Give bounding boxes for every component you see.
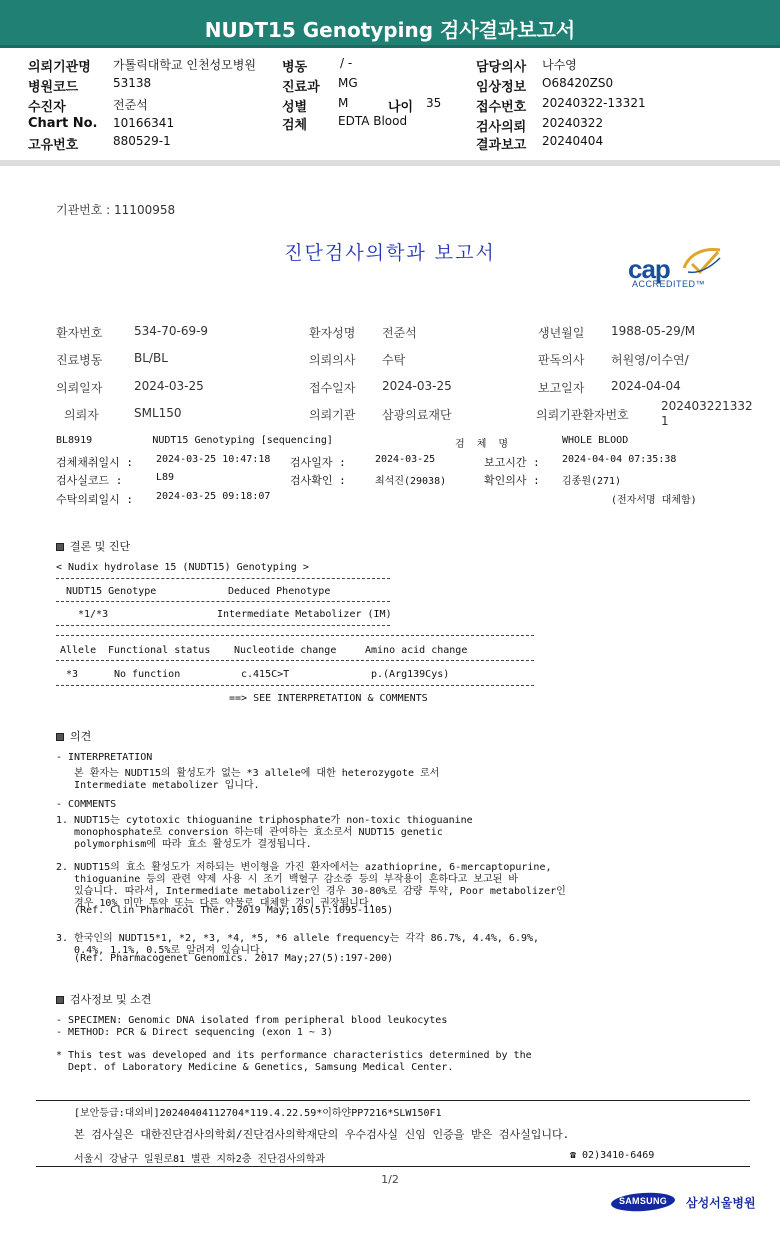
recdate-label: 접수일자 (309, 381, 356, 395)
specimen-value: EDTA Blood (338, 114, 408, 128)
method-line: - METHOD: PCR & Direct sequencing (exon 1 ~ 3) (56, 1026, 333, 1038)
clinical-value: O68420ZS0 (542, 76, 614, 90)
requester-label: 의뢰자 (64, 408, 99, 422)
section-conclusion-title: 결론 및 진단 (70, 540, 131, 553)
opinion-line: 있습니다. 따라서, Intermediate metabolizer인 경우 30-80%로 감량 투약, Poor metabolizer인 (56, 885, 566, 897)
patname-label: 환자성명 (309, 326, 356, 340)
page-number: 1/2 (381, 1173, 399, 1186)
section-conclusion (56, 538, 130, 554)
reptime-value: 2024-04-04 07:35:38 (562, 454, 677, 465)
opinion-line: Intermediate metabolizer 입니다. (56, 779, 260, 791)
recdate-value: 2024-03-25 (382, 379, 452, 393)
confdoc-value: 김종원(271) (562, 476, 622, 487)
t1-phenotype-value: Intermediate Metabolizer (IM) (217, 609, 392, 620)
opinion-line: monophosphate로 conversion 하는데 관여하는 효소로서 NUDT15 genetic (56, 826, 443, 838)
age-label: 나이 (388, 100, 414, 115)
samsung-hospital-logo (610, 1188, 756, 1218)
patient-header (0, 48, 780, 160)
report-heading: 진단검사의학과 보고서 (284, 242, 496, 264)
repdate-value: 2024-04-04 (611, 379, 681, 393)
ward2-value: BL/BL (134, 351, 168, 365)
window-title: NUDT15 Genotyping 검사결과보고서 (204, 18, 576, 42)
section-method (56, 991, 151, 1007)
t2-allele-value: *3 (66, 669, 79, 680)
chart-label: Chart No. (28, 116, 98, 131)
confirm-label: 검사확인 : (290, 474, 346, 487)
section-opinion (56, 728, 91, 744)
table2-rule-mid (56, 660, 534, 661)
ward2-label: 진료병동 (56, 353, 103, 367)
ward-value: / - (340, 56, 353, 70)
section-method-title: 검사정보 및 소견 (70, 993, 152, 1006)
footer-rule-bottom (36, 1166, 750, 1167)
t2-aminoacid-value: p.(Arg139Cys) (371, 669, 450, 680)
opinion-line: 3. 한국인의 NUDT15*1, *2, *3, *4, *5, *6 allele frequency는 각각 86.7%, 4.4%, 6.9%, (56, 933, 540, 944)
genotyping-heading: < Nudix hydrolase 15 (NUDT15) Genotyping > (56, 562, 309, 573)
reqdate-label: 의뢰일자 (56, 381, 103, 395)
cap-accredited-logo (624, 246, 724, 292)
esign-note: (전자서명 대체함) (611, 495, 697, 506)
clinical-label: 임상정보 (476, 80, 527, 95)
see-interpretation: ==> SEE INTERPRETATION & COMMENTS (229, 693, 428, 704)
opinion-line: (Ref. Pharmacogenet Genomics. 2017 May;27(5):197-200) (56, 952, 394, 964)
reqinst-label: 의뢰기관 (309, 408, 356, 422)
institution-number: 기관번호 : 11100958 (56, 203, 176, 217)
section-opinion-title: 의견 (70, 730, 92, 743)
labcode-value: L89 (156, 472, 175, 483)
test-code-line: BL8919 NUDT15 Genotyping [sequencing] (56, 435, 333, 446)
org-label: 의뢰기관명 (28, 60, 91, 75)
requested-value: 20240322 (542, 116, 604, 130)
section-bullet-icon (56, 996, 64, 1004)
specimen-label: 검체 (282, 118, 308, 133)
hospcode-label: 병원코드 (28, 80, 79, 95)
t2-col-nucleotide: Nucleotide change (234, 645, 337, 656)
collect-label: 검체채취일시 : (56, 456, 134, 469)
reported-value: 20240404 (542, 134, 604, 148)
table2-rule-top (56, 635, 534, 636)
dept-label: 진료과 (282, 80, 320, 95)
table2-rule-bottom (56, 685, 534, 686)
table1-rule-top (56, 578, 390, 579)
receipt-label: 접수번호 (476, 100, 527, 115)
repdate-label: 보고일자 (538, 381, 585, 395)
section-bullet-icon (56, 543, 64, 551)
samsung-wordmark: SAMSUNG (618, 1196, 668, 1206)
section-bullet-icon (56, 733, 64, 741)
instpat-value-line2: 1 (661, 414, 669, 428)
t2-nucleotide-value: c.415C>T (241, 669, 290, 680)
opinion-line: (Ref. Clin Pharmacol Ther. 2019 May;105(5):1095-1105) (56, 905, 394, 917)
t1-col-genotype: NUDT15 Genotype (66, 586, 157, 597)
org-value: 가톨릭대학교 인천성모병원 (113, 58, 256, 72)
recv-label: 수탁의뢰일시 : (56, 493, 134, 506)
instpat-label: 의뢰기관환자번호 (536, 408, 629, 422)
hospcode-value: 53138 (113, 76, 152, 90)
receipt-value: 20240322-13321 (542, 96, 646, 110)
hospital-wordmark: 삼성서울병원 (686, 1196, 756, 1210)
labcode-label: 검사실코드 : (56, 474, 123, 487)
sex-label: 성별 (282, 100, 308, 115)
cap-accredited-text: ACCREDITED™ (632, 279, 706, 289)
refdoc-label: 의뢰의사 (309, 353, 356, 367)
reqinst-value: 삼광의료재단 (382, 408, 452, 422)
instpat-value-line1: 202403221332 (661, 399, 753, 413)
opinion-line: polymorphism에 따라 효소 활성도가 결정됩니다. (56, 838, 312, 850)
t2-function-value: No function (114, 669, 181, 680)
opinion-line: - INTERPRETATION (56, 752, 153, 763)
opinion-line: 0.4%, 1.1%, 0.5%로 알려져 있습니다. (56, 944, 266, 956)
method-line: * This test was developed and its performance characteristics determined by the (56, 1050, 532, 1062)
footer-rule-top (36, 1100, 750, 1101)
phone-line: ☎ 02)3410-6469 (570, 1150, 655, 1161)
reported-label: 결과보고 (476, 138, 527, 153)
doctor-label: 담당의사 (476, 60, 527, 75)
unique-label: 고유번호 (28, 138, 79, 153)
cert-line: 본 검사실은 대한진단검사의학회/진단검사의학재단의 우수검사실 신임 인증을 받은 검사실입니다. (74, 1128, 570, 1141)
doctor-value: 나수영 (542, 58, 577, 72)
confirm-value: 최석진(29038) (375, 476, 447, 487)
testdate-label: 검사일자 : (290, 456, 346, 469)
confdoc-label: 확인의사 : (484, 474, 540, 487)
method-line: - SPECIMEN: Genomic DNA isolated from peripheral blood leukocytes (56, 1015, 448, 1026)
t2-col-aminoacid: Amino acid change (365, 645, 468, 656)
testdate-value: 2024-03-25 (375, 454, 436, 465)
dept-value: MG (338, 76, 358, 90)
readdoc-label: 판독의사 (538, 353, 585, 367)
table1-rule-bottom (56, 625, 390, 626)
chart-value: 10166341 (113, 116, 175, 130)
report-document (0, 166, 780, 1240)
dob-value: 1988-05-29/M (611, 324, 696, 338)
t1-genotype-value: *1/*3 (78, 609, 109, 620)
refdoc-value: 수탁 (382, 353, 406, 367)
reptime-label: 보고시간 : (484, 456, 540, 469)
patno-value: 534-70-69-9 (134, 324, 209, 338)
cap-logo-word: cap (628, 254, 670, 284)
opinion-line: 경우 10% 미만 투약 또는 다른 약물로 대체할 것이 권장됩니다. (56, 897, 375, 909)
t2-col-function: Functional status (108, 645, 211, 656)
requested-label: 검사의뢰 (476, 120, 527, 135)
patient-label: 수진자 (28, 100, 66, 115)
patient-value: 전준석 (113, 98, 148, 112)
sex-value: M (338, 96, 349, 110)
opinion-line: 본 환자는 NUDT15의 활성도가 없는 *3 allele에 대한 heterozygote 로서 (56, 767, 440, 779)
recv-value: 2024-03-25 09:18:07 (156, 491, 271, 502)
method-line: Dept. of Laboratory Medicine & Genetics, Samsung Medical Center. (56, 1062, 454, 1074)
dob-label: 생년월일 (538, 326, 585, 340)
patno-label: 환자번호 (56, 326, 103, 340)
age-value: 35 (426, 96, 442, 110)
cap-check-icon (680, 246, 724, 278)
table1-rule-mid (56, 601, 390, 602)
unique-value: 880529-1 (113, 134, 171, 148)
opinion-line: 2. NUDT15의 효소 활성도가 저하되는 변이형을 가진 환자에서는 azathioprine, 6-mercaptopurine, (56, 862, 552, 874)
t2-col-allele: Allele (60, 645, 97, 656)
spec-value: WHOLE BLOOD (562, 435, 629, 446)
collect-value: 2024-03-25 10:47:18 (156, 454, 271, 465)
report-title-bar (0, 0, 780, 48)
ward-label: 병동 (282, 60, 308, 75)
spec-label: 검 체 명 (455, 439, 509, 450)
address-line: 서울시 강남구 일원로81 별관 지하2층 진단검사의학과 (74, 1154, 326, 1165)
opinion-line: thioguanine 등의 관련 약제 사용 시 조기 백혈구 감소증 등의 부작용이 흔하다고 보고된 바 (56, 874, 519, 885)
opinion-line: - COMMENTS (56, 799, 117, 811)
security-line: [보안등급:대외비]20240404112704*119.4.22.59*이하얀PP7216*SLW150F1 (74, 1108, 442, 1119)
readdoc-value: 허원영/이수연/ (611, 353, 689, 367)
reqdate-value: 2024-03-25 (134, 379, 204, 393)
requester-value: SML150 (134, 406, 182, 420)
patname-value: 전준석 (382, 326, 417, 340)
opinion-line: 1. NUDT15는 cytotoxic thioguanine triphosphate가 non-toxic thioguanine (56, 815, 473, 826)
t1-col-phenotype: Deduced Phenotype (228, 586, 331, 597)
